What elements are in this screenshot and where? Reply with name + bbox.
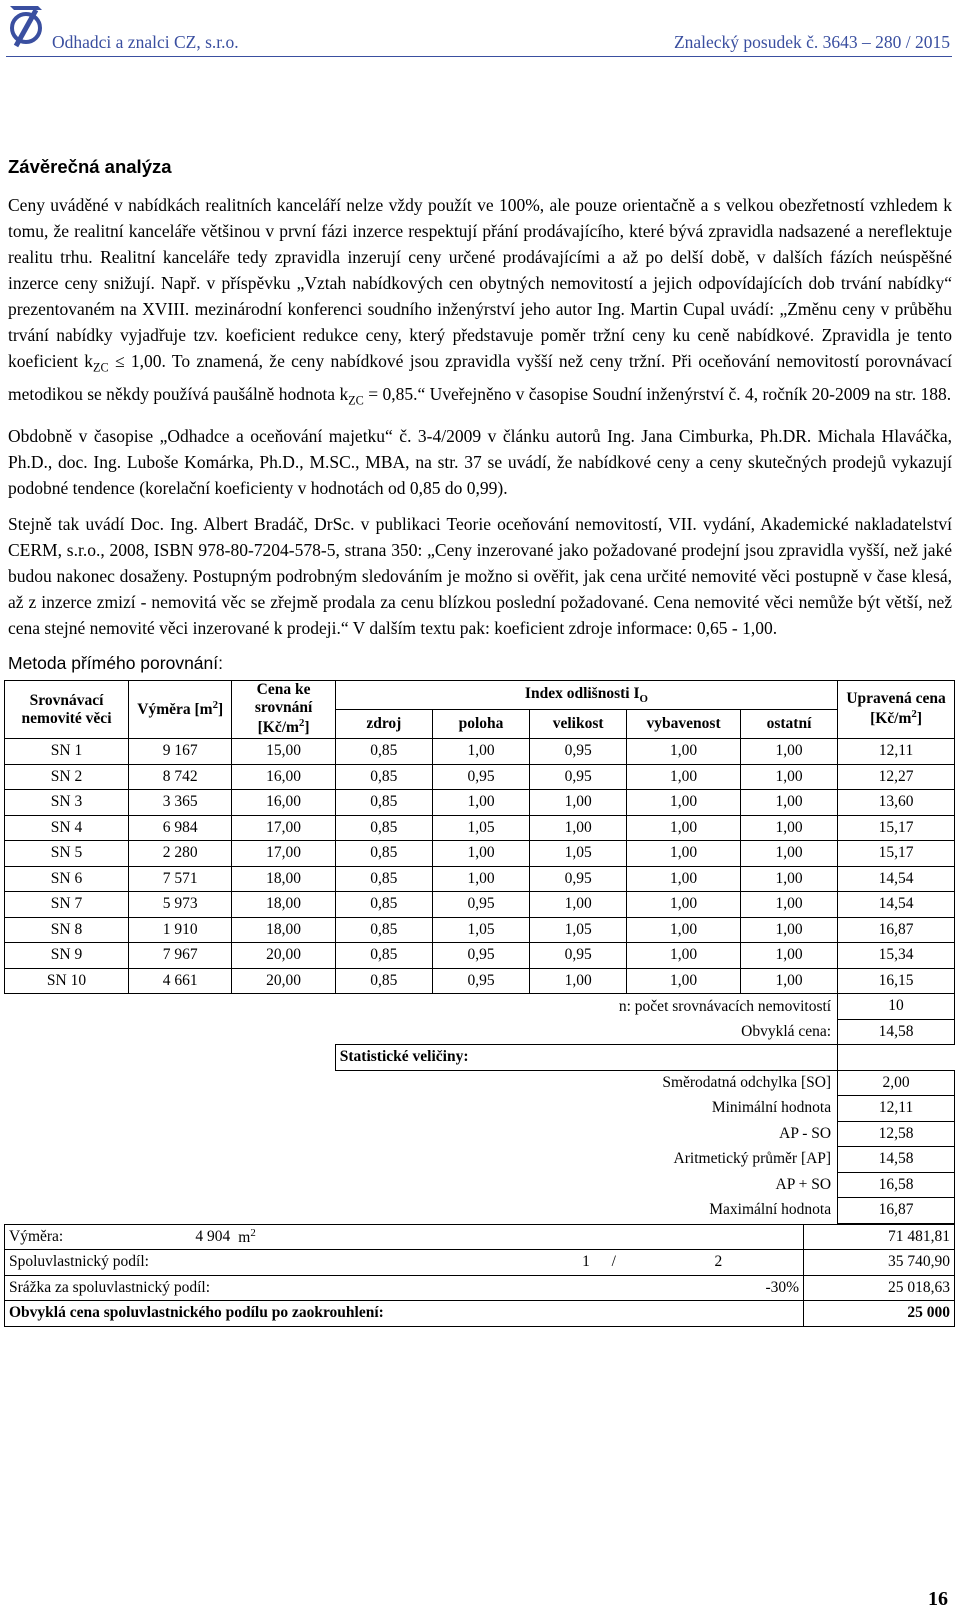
table-cell: 0,85 <box>335 841 432 867</box>
usual-price-label: Obvyklá cena: <box>741 1022 832 1040</box>
table-cell: 13,60 <box>838 790 955 816</box>
table-cell: 2 280 <box>129 841 232 867</box>
table-cell: 1,00 <box>740 917 837 943</box>
stats-label: Směrodatná odchylka [SO] <box>662 1074 832 1091</box>
table-cell: 15,34 <box>838 943 955 969</box>
usual-price-value: 14,58 <box>838 1019 955 1045</box>
header-adjusted-price: Upravená cena $[Kč/m^2]$ <box>838 681 955 739</box>
table-cell: 0,85 <box>335 764 432 790</box>
table-cell: SN 9 <box>5 943 129 969</box>
table-cell: 1,00 <box>432 790 529 816</box>
table-row <box>5 943 955 969</box>
table-cell: 16,87 <box>838 917 955 943</box>
company-logo-icon <box>6 4 46 48</box>
table-cell: 1,00 <box>432 841 529 867</box>
table-cell: 1,00 <box>530 790 627 816</box>
table-cell: SN 7 <box>5 892 129 918</box>
stats-row <box>5 1121 955 1147</box>
table-cell: 0,85 <box>335 790 432 816</box>
table-cell: 1,00 <box>740 764 837 790</box>
table-cell: 1,00 <box>627 815 741 841</box>
stats-value: 2,00 <box>838 1070 955 1096</box>
table-cell: 15,00 <box>232 739 335 765</box>
table-cell: 7 967 <box>129 943 232 969</box>
stats-value: 14,58 <box>838 1147 955 1173</box>
table-cell: SN 4 <box>5 815 129 841</box>
table-cell: 0,85 <box>335 866 432 892</box>
table-cell: 14,54 <box>838 892 955 918</box>
table-cell: SN 1 <box>5 739 129 765</box>
table-row <box>5 764 955 790</box>
stats-row <box>5 1070 955 1096</box>
deduction-percent: -30% <box>714 1275 804 1301</box>
area-value: 4 904 <box>164 1224 234 1250</box>
table-cell: 18,00 <box>232 866 335 892</box>
table-cell: 16,00 <box>232 790 335 816</box>
table-cell: 1,00 <box>740 866 837 892</box>
table-cell: 0,85 <box>335 739 432 765</box>
table-cell: 1,00 <box>627 866 741 892</box>
table-cell: 0,95 <box>432 892 529 918</box>
page-content <box>8 156 952 1327</box>
company-name: Odhadci a znalci CZ, s.r.o. <box>52 32 239 52</box>
table-cell: SN 6 <box>5 866 129 892</box>
table-cell: 1,00 <box>740 841 837 867</box>
page-number: 16 <box>928 1588 948 1610</box>
table-cell: 0,85 <box>335 815 432 841</box>
table-cell: 1,00 <box>432 739 529 765</box>
header-equipment: vybavenost <box>627 710 741 739</box>
final-label: Obvyklá cena spoluvlastnického podílu po zaokrouhlení: <box>5 1301 804 1327</box>
stats-row <box>5 1096 955 1122</box>
stats-label: AP + SO <box>775 1175 832 1193</box>
table-cell: 1,05 <box>530 841 627 867</box>
paragraph-publication: Stejně tak uvádí Doc. Ing. Albert Bradáč, DrSc. v publikaci Teorie oceňování nemovitostí, VII. vydání, Akademické nakladatelství CERM, s.r.o., 2008, ISBN 978-80-7204-578-5, strana 350: „Ceny inzerované jako požadované prodejní jsou zpravidla vyšší, než jaké budou nakonec dosaženy. Postupným podrobným sledováním je možno si ověřit, jak cena určité nemovité věci postupně v čase klesá, až z inzerce zmizí - nemovitá věc se zřejmě prodala za cenu blízkou poslední požadované. Cena nemovité věci nemůže být větší, než cena stejné nemovité věci inzerované k prodeji.“ V dalším textu pak: koeficient zdroje informace: 0,65 - 1,00. <box>8 514 952 638</box>
table-cell: 1,00 <box>627 892 741 918</box>
table-cell: 1,00 <box>627 739 741 765</box>
table-cell: 1,05 <box>432 815 529 841</box>
table-cell: 12,11 <box>838 739 955 765</box>
share-numerator: 1 <box>444 1250 594 1276</box>
count-label: n: počet srovnávacích nemovitostí <box>618 997 832 1015</box>
table-cell: 20,00 <box>232 968 335 994</box>
header-size: velikost <box>530 710 627 739</box>
table-cell: 17,00 <box>232 815 335 841</box>
share-denominator: 2 <box>634 1250 804 1276</box>
table-cell: 8 742 <box>129 764 232 790</box>
table-row <box>5 739 955 765</box>
method-title: Metoda přímého porovnání: <box>8 653 223 673</box>
stats-label: Aritmetický průměr [AP] <box>673 1150 832 1168</box>
comparison-table <box>4 680 955 1224</box>
header-area: Výměra $[m^2]$ <box>129 681 232 739</box>
table-cell: 12,27 <box>838 764 955 790</box>
paragraph-intro: Ceny uváděné v nabídkách realitních kanceláří nelze vždy použít ve 100%, ale pouze orientačně a s velkou obezřetností vzhledem k tomu, že realitní kanceláře většinou v první fázi inzerce respektují přání prodávajícího, které bývá zpravidla nadsazené a nereflektuje realitu trhu. Realitní kanceláře tedy zpravidla inzerují ceny určené prodávajícími a až po delší době, v dalších fázích neúspěšné inzerce ceny snižují. Např. v příspěvku „Vztah nabídkových cen obytných nemovitostí a jejich odpovídajících dob trvání nabídky“ prezentovaném na XVIII. mezinárodní konferenci soudního inženýrství jeho autor Ing. Martin Cupal uvádí: „Změnu ceny v průběhu trvání nabídky vyjadřuje tzv. koeficient redukce ceny, který představuje poměr tržní ceny ku ceně nabídkové. Zpravidla je tento koeficient $k_{ZC} \le 1,00$. To znamená, že ceny nabídkové jsou zpravidla vyšší než ceny tržní. Při oceňování nemovitostí porovnávací metodikou se někdy používá paušálně hodnota $k_{ZC}$ = 0,85.“ Uveřejněno v časopise Soudní inženýrství č. 4, ročník 20-2009 na str. 188. <box>8 195 952 407</box>
section-title: Závěrečná analýza <box>8 156 172 177</box>
header-price: Cena ke srovnání $[Kč/m^2]$ <box>232 681 335 739</box>
share-slash: / <box>594 1250 634 1276</box>
share-result: 35 740,90 <box>804 1250 955 1276</box>
table-cell: 15,17 <box>838 815 955 841</box>
table-cell: SN 8 <box>5 917 129 943</box>
table-cell: 1,00 <box>627 764 741 790</box>
table-cell: 1,05 <box>530 917 627 943</box>
table-cell: SN 3 <box>5 790 129 816</box>
table-cell: 3 365 <box>129 790 232 816</box>
stats-row <box>5 1147 955 1173</box>
header-index: Index odlišnosti $I_O$ <box>335 681 837 710</box>
table-cell: 0,95 <box>530 764 627 790</box>
table-row <box>5 917 955 943</box>
table-cell: 16,15 <box>838 968 955 994</box>
table-cell: 1 910 <box>129 917 232 943</box>
table-row <box>5 968 955 994</box>
table-cell: 0,95 <box>432 764 529 790</box>
area-result: 71 481,81 <box>804 1224 955 1250</box>
table-row <box>5 790 955 816</box>
table-cell: 1,00 <box>740 892 837 918</box>
table-cell: 18,00 <box>232 892 335 918</box>
header-other: ostatní <box>740 710 837 739</box>
stats-value: 12,11 <box>838 1096 955 1122</box>
table-cell: 0,95 <box>530 866 627 892</box>
stats-value: 16,87 <box>838 1198 955 1224</box>
table-cell: 1,00 <box>530 968 627 994</box>
table-cell: 1,00 <box>627 968 741 994</box>
table-cell: SN 10 <box>5 968 129 994</box>
area-unit: $m^2$ <box>234 1224 803 1250</box>
table-cell: 15,17 <box>838 841 955 867</box>
header-comparables: Srovnávací nemovité věci <box>5 681 129 739</box>
table-cell: 20,00 <box>232 943 335 969</box>
table-cell: 0,95 <box>530 943 627 969</box>
header-location: poloha <box>432 710 529 739</box>
table-cell: 1,00 <box>627 917 741 943</box>
paragraph-journal: Obdobně v časopise „Odhadce a oceňování majetku“ č. 3-4/2009 v článku autorů Ing. Jana Cimburka, Ph.DR. Michala Hlaváčka, Ph.D., doc. Ing. Luboše Komárka, Ph.D., M.SC., MBA, na str. 37 se uvádí, že nabídkové ceny a ceny skutečných prodejů vykazují podobné tendence (korelační koeficienty v hodnotách od 0,85 do 0,99). <box>8 426 952 498</box>
table-cell: 1,00 <box>740 790 837 816</box>
table-cell: SN 5 <box>5 841 129 867</box>
share-label: Spoluvlastnický podíl: <box>5 1250 445 1276</box>
table-cell: 14,54 <box>838 866 955 892</box>
table-cell: 0,85 <box>335 943 432 969</box>
stats-value: 12,58 <box>838 1121 955 1147</box>
table-cell: 7 571 <box>129 866 232 892</box>
table-cell: 1,00 <box>432 866 529 892</box>
table-row <box>5 841 955 867</box>
table-cell: 9 167 <box>129 739 232 765</box>
table-row <box>5 815 955 841</box>
table-cell: 17,00 <box>232 841 335 867</box>
stats-title: Statistické veličiny: <box>335 1045 837 1071</box>
table-cell: 0,85 <box>335 917 432 943</box>
deduction-label: Srážka za spoluvlastnický podíl: <box>5 1275 714 1301</box>
table-cell: 1,00 <box>530 815 627 841</box>
final-value: 25 000 <box>804 1301 955 1327</box>
table-row <box>5 866 955 892</box>
table-row <box>5 892 955 918</box>
report-number: Znalecký posudek č. 3643 – 280 / 2015 <box>673 32 950 52</box>
table-cell: 1,00 <box>627 943 741 969</box>
table-cell: 0,85 <box>335 892 432 918</box>
stats-row <box>5 1198 955 1224</box>
table-cell: 5 973 <box>129 892 232 918</box>
table-cell: 1,00 <box>627 841 741 867</box>
table-cell: 1,00 <box>530 892 627 918</box>
page-header <box>0 0 960 60</box>
stats-label: AP - SO <box>779 1124 832 1142</box>
table-cell: 0,85 <box>335 968 432 994</box>
table-cell: 0,95 <box>432 943 529 969</box>
stats-label: Minimální hodnota <box>711 1099 832 1117</box>
table-cell: SN 2 <box>5 764 129 790</box>
area-label: Výměra: <box>5 1224 165 1250</box>
header-source: zdroj <box>335 710 432 739</box>
table-cell: 0,95 <box>432 968 529 994</box>
deduction-result: 25 018,63 <box>804 1275 955 1301</box>
table-cell: 18,00 <box>232 917 335 943</box>
count-value: 10 <box>838 994 955 1020</box>
header-divider <box>6 56 952 57</box>
table-cell: 16,00 <box>232 764 335 790</box>
stats-value: 16,58 <box>838 1172 955 1198</box>
table-cell: 1,00 <box>740 739 837 765</box>
summary-table <box>4 1224 955 1327</box>
table-cell: 6 984 <box>129 815 232 841</box>
stats-row <box>5 1172 955 1198</box>
table-cell: 1,00 <box>740 943 837 969</box>
table-cell: 0,95 <box>530 739 627 765</box>
table-cell: 1,00 <box>627 790 741 816</box>
table-cell: 1,05 <box>432 917 529 943</box>
table-cell: 1,00 <box>740 968 837 994</box>
table-cell: 4 661 <box>129 968 232 994</box>
stats-label: Maximální hodnota <box>709 1201 832 1219</box>
table-cell: 1,00 <box>740 815 837 841</box>
